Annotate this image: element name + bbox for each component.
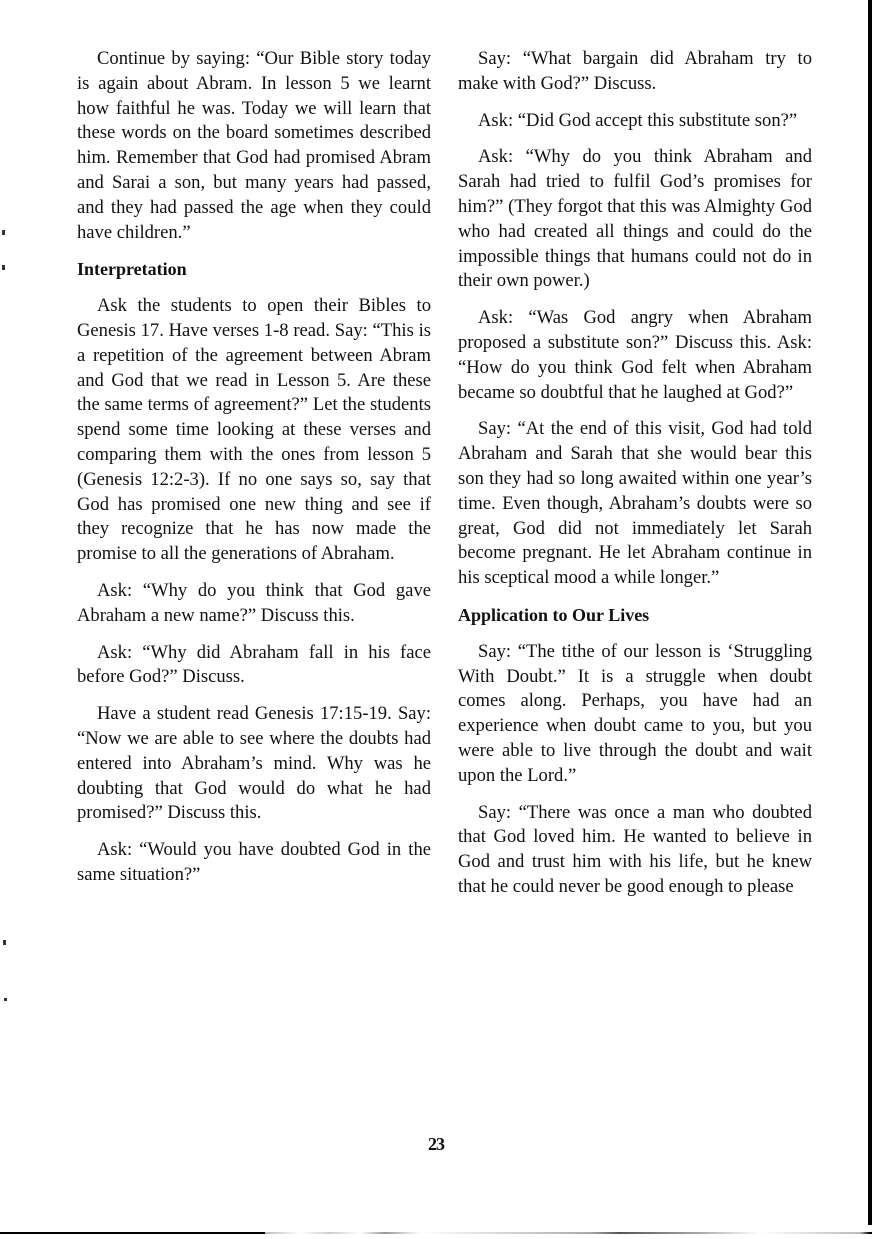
paragraph-fall-on-face: Ask: “Why did Abraham fall in his face before God?” Discuss.	[77, 641, 431, 688]
scan-artifact	[2, 230, 5, 235]
scan-artifact	[4, 998, 7, 1001]
paragraph-would-you-doubt: Ask: “Would you have doubted God in the same situation?”	[77, 839, 431, 885]
scan-artifact	[2, 265, 5, 270]
paragraph-god-angry: Ask: “Was God angry when Abraham proposed a substitute son?” Discuss this. Ask: “How do you think God felt when Abraham became so doubtful that he laughed at God?”	[458, 307, 812, 403]
scan-edge-border	[868, 0, 872, 1225]
left-column	[77, 47, 431, 900]
paragraph-genesis-17: Ask the students to open their Bibles to Genesis 17. Have verses 1-8 read. Say: “This is a repetition of the agreement between Abram and God that we read in Lesson 5. Are these the same terms of agreement?” Let the students spend some time looking at these verses and comparing them with the ones from lesson 5 (Genesis 12:2-3). If no one says so, say that God has promised one new thing and see if they recognize that he has now made the promise to all the generations of Abraham.	[77, 295, 431, 565]
paragraph-end-of-visit: Say: “At the end of this visit, God had told Abraham and Sarah that she would bear this son they had so long awaited within one year’s time. Even though, Abraham’s doubts were so great, God did not immediately let Sarah become pregnant. He let Abraham continue in his sceptical mood a while longer.”	[458, 418, 812, 589]
paragraph-new-name: Ask: “Why do you think that God gave Abraham a new name?” Discuss this.	[77, 579, 431, 626]
paragraph-bargain: Say: “What bargain did Abraham try to make with God?” Discuss.	[458, 48, 812, 94]
scan-bottom-edge	[0, 1232, 872, 1234]
section-heading-interpretation: Interpretation	[77, 259, 187, 280]
paragraph-struggling-with-doubt: Say: “The tithe of our lesson is ‘Struggling With Doubt.” It is a struggle when doubt comes along. Perhaps, you have had an experience when doubt came to you, but you were able to live through the doubt and wait upon the Lord.”	[458, 640, 812, 786]
page-number: 23	[428, 1134, 444, 1154]
scan-artifact	[3, 940, 6, 945]
right-column	[458, 47, 812, 912]
paragraph-man-who-doubted: Say: “There was once a man who doubted that God loved him. He wanted to believe in God and trust him with his life, but he knew that he could never be good enough to please	[458, 801, 812, 897]
paragraph-substitute-son: Ask: “Did God accept this substitute son?”	[478, 109, 798, 131]
section-heading-application: Application to Our Lives	[458, 604, 650, 625]
paragraph-fulfil-promises: Ask: “Why do you think Abraham and Sarah had tried to fulfil God’s promises for him?” (They forgot that this was Almighty God who had created all things and could do the impossible things that humans could not do in their own power.)	[458, 146, 812, 292]
paragraph-intro: Continue by saying: “Our Bible story today is again about Abram. In lesson 5 we learnt how faithful he was. Today we will learn that these words on the board sometimes described him. Remember that God had promised Abram and Sarai a son, but many years had passed, and they had passed the age when they could have children.”	[77, 48, 431, 243]
paragraph-genesis-17-15: Have a student read Genesis 17:15-19. Say: “Now we are able to see where the doubts had entered into Abraham’s mind. Why was he doubting that God would do what he had promised?” Discuss this.	[77, 703, 431, 824]
